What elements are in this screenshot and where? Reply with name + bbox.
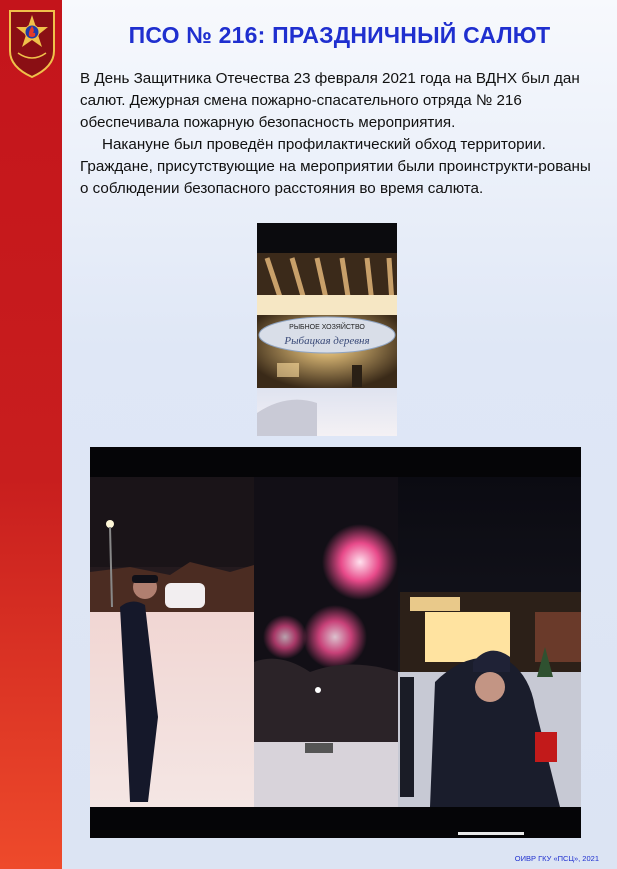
sign-line-1: РЫБНОЕ ХОЗЯЙСТВО <box>289 324 365 331</box>
photo-collage-fireworks <box>90 447 581 838</box>
fire-service-emblem <box>6 5 58 79</box>
photo-restaurant-entrance <box>257 223 397 436</box>
page-title: ПСО № 216: ПРАЗДНИЧНЫЙ САЛЮТ <box>128 22 551 48</box>
photo-panel-fireworks <box>254 477 398 807</box>
sign-line-2: Рыбацкая деревня <box>284 335 370 347</box>
photo-panel-guard <box>90 477 254 807</box>
paragraph-2: Накануне был проведён профилактический обход территории. Граждане, присутствующие на мероприятии были проинструкти-рованы о соблюдении безопасного расстояния во время салюта. <box>80 136 591 197</box>
side-stripe <box>0 0 62 869</box>
paragraph-1: В День Защитника Отечества 23 февраля 2021 года на ВДНХ был дан салют. Дежурная смена пожарно-спасательного отряда № 216 обеспечивала пожарную безопасность мероприятия. <box>80 70 580 131</box>
photo-panel-building <box>398 477 581 807</box>
article-text <box>80 68 600 200</box>
footer-credit: ОИВР ГКУ «ПСЦ», 2021 <box>514 854 599 863</box>
